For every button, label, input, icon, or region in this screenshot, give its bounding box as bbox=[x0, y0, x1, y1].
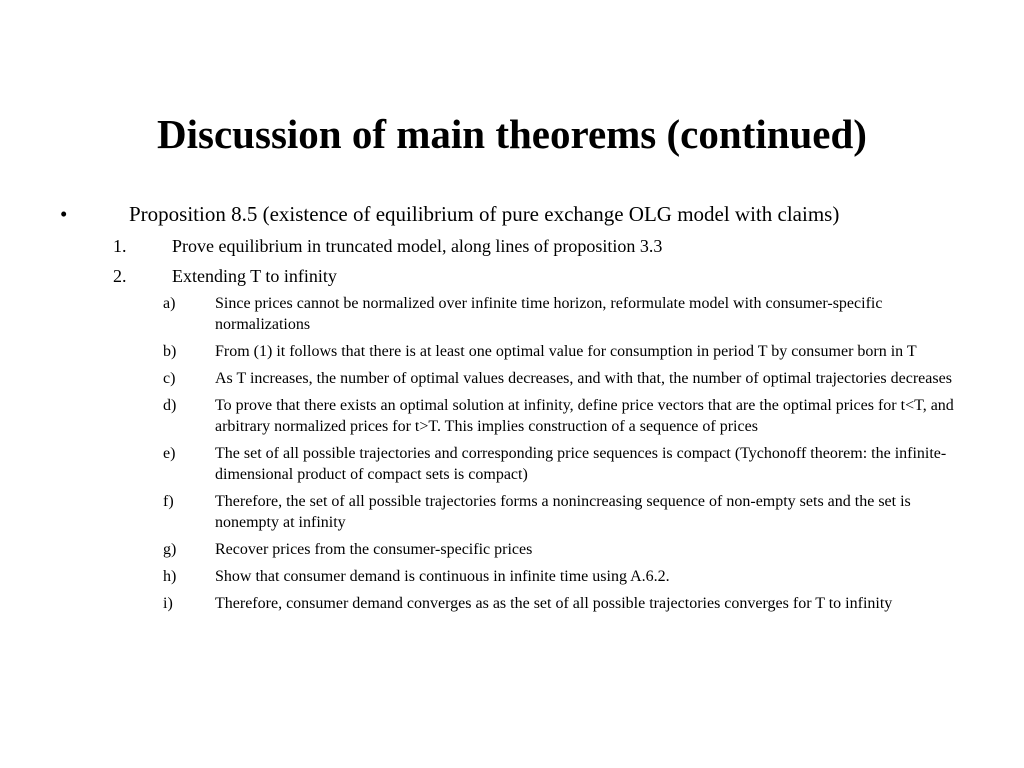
lettered-text: Recover prices from the consumer-specific prices bbox=[215, 541, 533, 558]
lettered-text: The set of all possible trajectories and corresponding price sequences is compact (Tychonoff theorem: the infinite-dimensional product of compact sets is compact) bbox=[215, 445, 947, 483]
lettered-marker: i) bbox=[163, 595, 173, 612]
lettered-text: Since prices cannot be normalized over infinite time horizon, reformulate model with consumer-specific normalizations bbox=[215, 295, 883, 333]
lettered-marker: g) bbox=[163, 541, 177, 558]
slide-title: Discussion of main theorems (continued) bbox=[157, 111, 867, 157]
lettered-item-e bbox=[0, 443, 1024, 485]
numbered-item-2 bbox=[0, 265, 1024, 287]
lettered-text: As T increases, the number of optimal values decreases, and with that, the number of optimal trajectories decreases bbox=[215, 370, 952, 387]
lettered-item-a bbox=[0, 293, 1024, 335]
lettered-item-d bbox=[0, 395, 1024, 437]
slide-body bbox=[0, 202, 1024, 614]
lettered-text: Show that consumer demand is continuous in infinite time using A.6.2. bbox=[215, 568, 670, 585]
lettered-text: To prove that there exists an optimal solution at infinity, define price vectors that are the optimal prices for t<T, and arbitrary normalized prices for t>T. This implies construction of a sequence of prices bbox=[215, 397, 954, 435]
bullet-item bbox=[0, 202, 1024, 227]
lettered-item-i bbox=[0, 593, 1024, 614]
lettered-item-f bbox=[0, 491, 1024, 533]
lettered-text: Therefore, consumer demand converges as as the set of all possible trajectories converges for T to infinity bbox=[215, 595, 893, 612]
numbered-marker: 2. bbox=[113, 266, 127, 286]
numbered-marker: 1. bbox=[113, 236, 127, 256]
lettered-item-b bbox=[0, 341, 1024, 362]
lettered-marker: h) bbox=[163, 568, 177, 585]
lettered-item-g bbox=[0, 539, 1024, 560]
numbered-text: Prove equilibrium in truncated model, along lines of proposition 3.3 bbox=[172, 236, 663, 256]
bullet-text: Proposition 8.5 (existence of equilibrium of pure exchange OLG model with claims) bbox=[129, 202, 840, 226]
lettered-marker: e) bbox=[163, 445, 176, 462]
lettered-marker: c) bbox=[163, 370, 176, 387]
numbered-text: Extending T to infinity bbox=[172, 266, 337, 286]
lettered-marker: d) bbox=[163, 397, 177, 414]
lettered-item-c bbox=[0, 368, 1024, 389]
lettered-text: From (1) it follows that there is at least one optimal value for consumption in period T by consumer born in T bbox=[215, 343, 917, 360]
lettered-marker: b) bbox=[163, 343, 177, 360]
lettered-item-h bbox=[0, 566, 1024, 587]
bullet-marker: • bbox=[60, 202, 68, 226]
lettered-marker: f) bbox=[163, 493, 174, 510]
numbered-item-1 bbox=[0, 235, 1024, 257]
lettered-text: Therefore, the set of all possible trajectories forms a nonincreasing sequence of non-empty sets and the set is nonempty at infinity bbox=[215, 493, 911, 531]
lettered-marker: a) bbox=[163, 295, 176, 312]
